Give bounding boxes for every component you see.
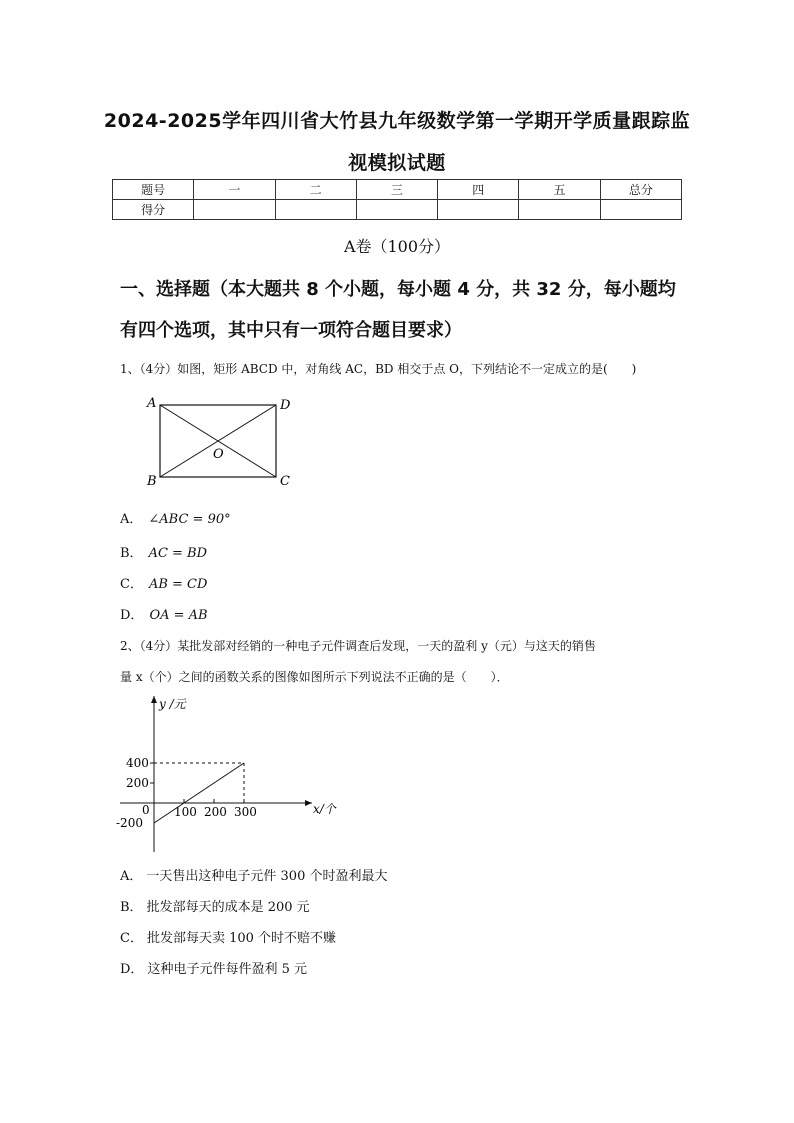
option-text: 批发部每天卖 100 个时不赔不赚 xyxy=(146,931,337,946)
q2-stem-line-2: 量 x（个）之间的函数关系的图像如图所示下列说法不正确的是（ ）． xyxy=(120,670,509,684)
option-text: 一天售出这种电子元件 300 个时盈利最大 xyxy=(146,869,388,884)
score-blank-cell xyxy=(519,200,600,220)
q1-stem: 1、（4分）如图，矩形 ABCD 中，对角线 AC，BD 相交于点 O，下列结论不一定成立的是( ) xyxy=(120,362,637,376)
label-c: C xyxy=(280,474,290,489)
doc-title-line-1: 2024-2025学年四川省大竹县九年级数学第一学期开学质量跟踪监 xyxy=(103,110,691,132)
q1-option-b xyxy=(120,542,207,561)
x-tick-label-100: 100 xyxy=(174,805,197,819)
q1-option-c xyxy=(120,573,207,592)
q2-line-chart xyxy=(112,690,352,860)
score-blank-cell xyxy=(194,200,275,220)
option-letter: B． xyxy=(120,900,143,915)
score-table-header-row xyxy=(113,180,682,200)
option-letter: A． xyxy=(120,869,143,884)
option-letter: C． xyxy=(120,931,143,946)
score-blank-cell xyxy=(600,200,681,220)
option-text: AB = CD xyxy=(148,577,208,592)
option-text: AC = BD xyxy=(148,546,208,561)
y-tick-label-200: 200 xyxy=(126,776,149,790)
score-cell: 三 xyxy=(356,180,437,200)
option-letter: C． xyxy=(120,577,143,592)
option-letter: D． xyxy=(120,608,144,623)
origin-label: 0 xyxy=(142,803,150,817)
score-cell: 五 xyxy=(519,180,600,200)
option-letter: A． xyxy=(120,512,143,527)
x-tick-label-200: 200 xyxy=(204,805,227,819)
y-tick-label-400: 400 xyxy=(126,756,149,770)
score-blank-cell xyxy=(275,200,356,220)
section-a-heading: A卷（100分） xyxy=(343,237,451,256)
y-tick-label-neg-200: -200 xyxy=(116,816,143,830)
q2-option-d xyxy=(120,958,307,977)
part1-heading-line-1: 一、选择题（本大题共 8 个小题，每小题 4 分，共 32 分，每小题均 xyxy=(120,279,676,300)
label-a: A xyxy=(147,396,157,411)
option-letter: D． xyxy=(120,962,144,977)
option-text: ∠ABC = 90° xyxy=(148,512,231,527)
q2-option-b xyxy=(120,896,310,915)
q1-option-d xyxy=(120,604,208,623)
score-cell: 题号 xyxy=(113,180,194,200)
label-d: D xyxy=(280,398,291,413)
y-axis-label: y /元 xyxy=(159,697,186,711)
label-o: O xyxy=(213,447,224,462)
part1-heading-line-2: 有四个选项，其中只有一项符合题目要求） xyxy=(120,320,462,341)
x-tick-label-300: 300 xyxy=(234,805,257,819)
y-axis-arrow xyxy=(151,696,157,703)
x-axis-label: x/个 xyxy=(313,802,336,816)
q1-rectangle-figure xyxy=(140,393,300,490)
score-blank-cell xyxy=(438,200,519,220)
score-cell: 四 xyxy=(438,180,519,200)
q2-option-a xyxy=(120,865,387,884)
doc-title-line-2: 视模拟试题 xyxy=(348,152,446,174)
score-cell: 一 xyxy=(194,180,275,200)
q1-option-a xyxy=(120,508,231,527)
score-blank-cell xyxy=(356,200,437,220)
score-cell: 总分 xyxy=(600,180,681,200)
score-table-score-row xyxy=(113,200,682,220)
x-axis-arrow xyxy=(305,800,312,806)
option-text: 这种电子元件每件盈利 5 元 xyxy=(147,962,307,977)
option-text: 批发部每天的成本是 200 元 xyxy=(146,900,310,915)
score-table xyxy=(112,179,682,220)
q2-stem-line-1: 2、（4分）某批发部对经销的一种电子元件调查后发现，一天的盈利 y（元）与这天的销售 xyxy=(120,639,596,653)
option-text: OA = AB xyxy=(149,608,208,623)
score-cell: 得分 xyxy=(113,200,194,220)
q2-option-c xyxy=(120,927,336,946)
option-letter: B． xyxy=(120,546,143,561)
score-cell: 二 xyxy=(275,180,356,200)
profit-line xyxy=(154,763,244,823)
label-b: B xyxy=(147,474,157,489)
